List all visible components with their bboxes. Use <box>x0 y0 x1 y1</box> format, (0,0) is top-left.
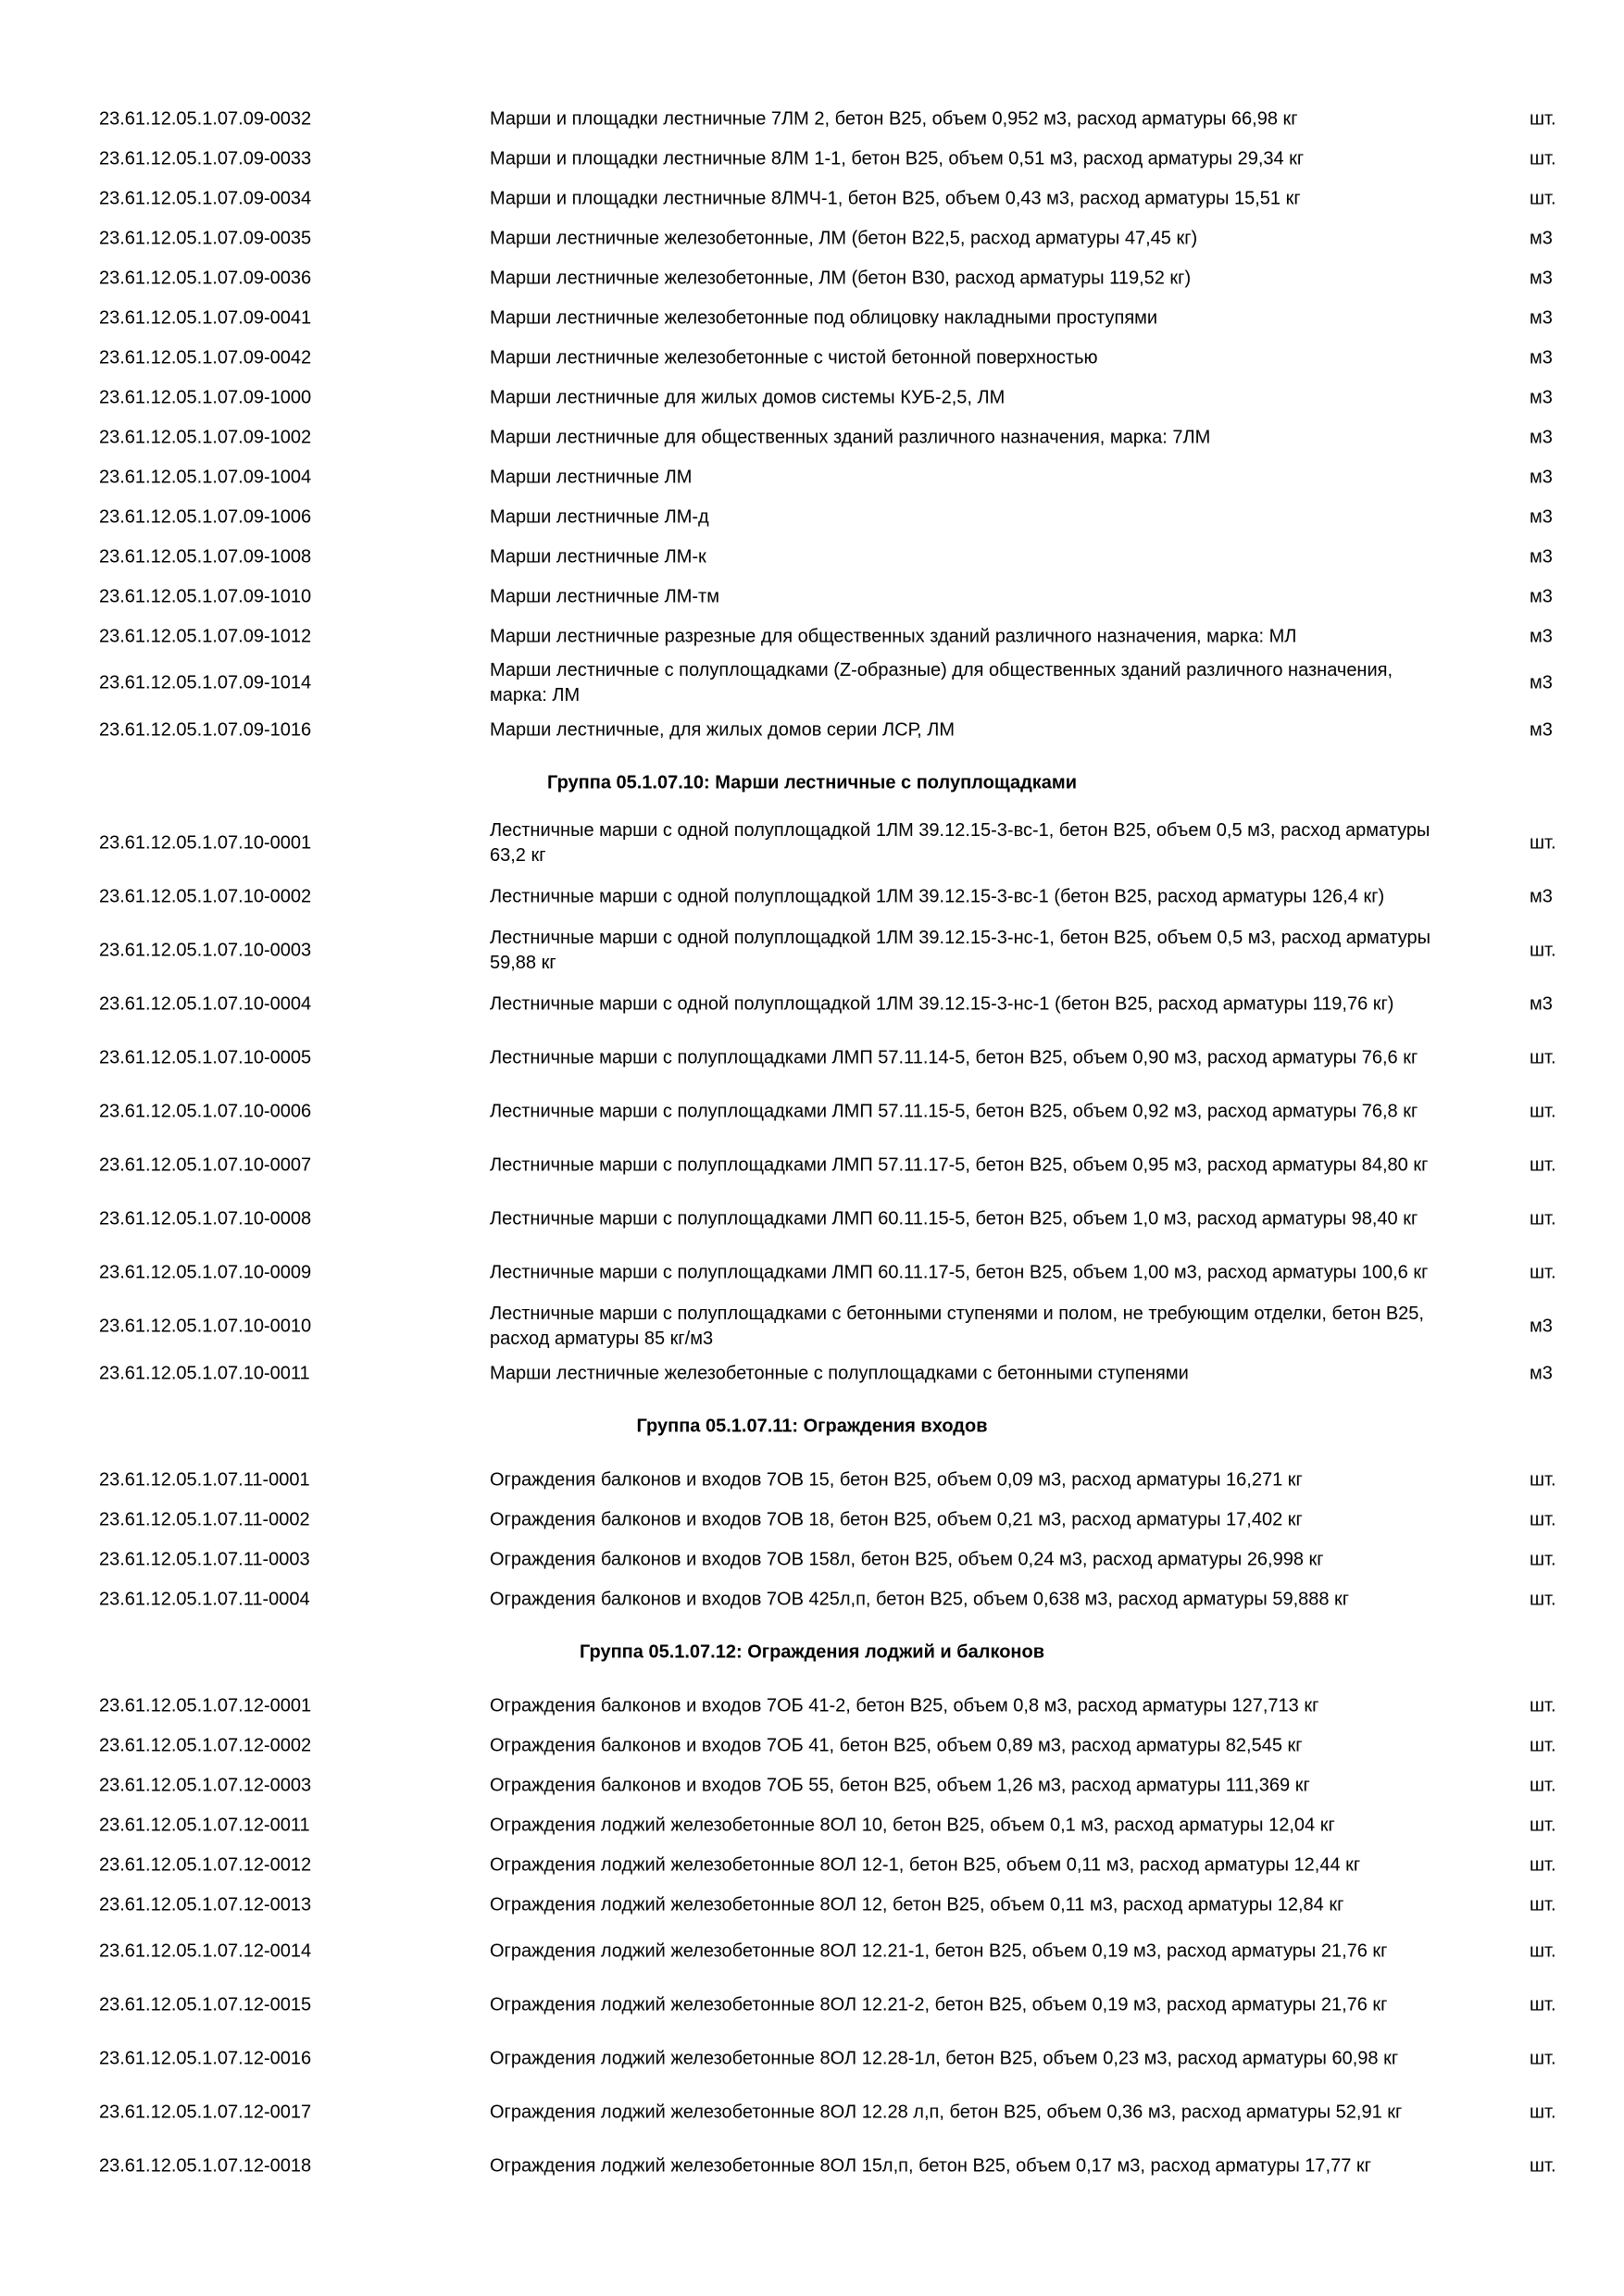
item-code: 23.61.12.05.1.07.09-0032 <box>99 108 312 129</box>
item-code: 23.61.12.05.1.07.12-0018 <box>99 2155 312 2177</box>
item-description: Ограждения балконов и входов 7ОБ 41-2, бетон В25, объем 0,8 м3, расход арматуры 127,713 кг <box>490 1695 1319 1716</box>
item-description: Ограждения лоджий железобетонные 8ОЛ 12, бетон В25, объем 0,11 м3, расход арматуры 12,84 кг <box>490 1894 1344 1915</box>
price-list-table <box>0 99 1624 2193</box>
item-unit: шт. <box>1530 1994 1556 2015</box>
item-description: Ограждения балконов и входов 7ОБ 41, бетон В25, объем 0,89 м3, расход арматуры 82,545 кг <box>490 1735 1303 1755</box>
table-row <box>0 99 1624 139</box>
item-description: Ограждения лоджий железобетонные 8ОЛ 15л,п, бетон В25, объем 0,17 м3, расход арматуры 17,77 кг <box>490 2155 1371 2177</box>
table-row <box>0 139 1624 179</box>
group-title: Группа 05.1.07.11: Ограждения входов <box>636 1416 988 1437</box>
item-description: Марши лестничные железобетонные с полуплощадками с бетонными ступенями <box>490 1363 1189 1383</box>
item-unit: шт. <box>1530 1549 1556 1569</box>
item-unit: м3 <box>1530 347 1553 368</box>
item-unit: шт. <box>1530 2048 1556 2069</box>
table-row <box>0 1726 1624 1766</box>
item-code: 23.61.12.05.1.07.10-0008 <box>99 1208 312 1229</box>
table-row <box>0 656 1624 710</box>
item-description: Марши лестничные железобетонные, ЛМ (бетон В30, расход арматуры 119,52 кг) <box>490 268 1192 288</box>
item-description: Марши лестничные ЛМ-к <box>490 546 706 567</box>
item-unit: шт. <box>1530 1208 1556 1229</box>
table-row <box>0 1354 1624 1393</box>
table-row <box>0 1300 1624 1354</box>
item-unit: шт. <box>1530 1815 1556 1835</box>
item-description: Марши и площадки лестничные 8ЛМЧ-1, бетон В25, объем 0,43 м3, расход арматуры 15,51 кг <box>490 188 1301 208</box>
item-code: 23.61.12.05.1.07.09-0033 <box>99 148 312 168</box>
item-unit: шт. <box>1530 940 1556 961</box>
table-row <box>0 457 1624 497</box>
item-description: Лестничные марши с полуплощадками с бетонными ступенями и полом, не требующим отделки, бетон В25, расход арматуры 85 кг/м3 <box>490 1304 1424 1349</box>
table-row <box>0 817 1624 870</box>
item-code: 23.61.12.05.1.07.12-0012 <box>99 1854 312 1875</box>
item-description: Ограждения балконов и входов 7ОВ 425л,п, бетон В25, объем 0,638 м3, расход арматуры 59,888 кг <box>490 1589 1350 1609</box>
item-code: 23.61.12.05.1.07.09-0036 <box>99 268 312 288</box>
item-code: 23.61.12.05.1.07.09-1004 <box>99 467 312 487</box>
item-unit: м3 <box>1530 427 1553 447</box>
item-description: Ограждения балконов и входов 7ОВ 158л, бетон В25, объем 0,24 м3, расход арматуры 26,998 кг <box>490 1549 1324 1569</box>
item-unit: шт. <box>1530 1695 1556 1716</box>
item-code: 23.61.12.05.1.07.12-0001 <box>99 1695 312 1716</box>
table-row <box>0 179 1624 218</box>
item-description: Лестничные марши с полуплощадками ЛМП 57.11.15-5, бетон В25, объем 0,92 м3, расход арматуры 76,8 кг <box>490 1101 1418 1122</box>
item-description: Лестничные марши с одной полуплощадкой 1ЛМ 39.12.15-3-вс-1 (бетон В25, расход арматуры 126,4 кг) <box>490 886 1385 907</box>
item-unit: шт. <box>1530 1047 1556 1068</box>
item-description: Марши лестничные разрезные для общественных зданий различного назначения, марка: МЛ <box>490 626 1297 646</box>
table-row <box>0 1579 1624 1619</box>
item-description: Ограждения лоджий железобетонные 8ОЛ 12.28 л,п, бетон В25, объем 0,36 м3, расход арматуры 52,91 кг <box>490 2102 1403 2123</box>
item-unit: м3 <box>1530 228 1553 248</box>
item-description: Лестничные марши с одной полуплощадкой 1ЛМ 39.12.15-3-нс-1, бетон В25, объем 0,5 м3, расход арматуры 59,88 кг <box>490 928 1431 973</box>
item-unit: шт. <box>1530 1940 1556 1962</box>
table-row <box>0 1085 1624 1139</box>
item-unit: м3 <box>1530 586 1553 606</box>
table-row <box>0 1885 1624 1925</box>
item-code: 23.61.12.05.1.07.10-0011 <box>99 1363 310 1383</box>
item-unit: м3 <box>1530 626 1553 646</box>
item-description: Ограждения лоджий железобетонные 8ОЛ 10, бетон В25, объем 0,1 м3, расход арматуры 12,04 кг <box>490 1815 1335 1835</box>
table-row <box>0 378 1624 418</box>
item-code: 23.61.12.05.1.07.09-1016 <box>99 719 312 740</box>
item-code: 23.61.12.05.1.07.10-0003 <box>99 940 312 961</box>
item-unit: м3 <box>1530 1316 1553 1337</box>
item-unit: шт. <box>1530 1589 1556 1609</box>
item-description: Марши лестничные железобетонные под облицовку накладными проступями <box>490 307 1158 328</box>
table-row <box>0 537 1624 577</box>
table-row <box>0 1500 1624 1540</box>
table-row <box>0 710 1624 750</box>
item-code: 23.61.12.05.1.07.09-1000 <box>99 387 312 407</box>
item-unit: м3 <box>1530 387 1553 407</box>
item-code: 23.61.12.05.1.07.09-0034 <box>99 188 312 208</box>
table-row <box>0 577 1624 617</box>
item-code: 23.61.12.05.1.07.10-0006 <box>99 1101 312 1122</box>
table-row <box>0 870 1624 924</box>
item-description: Марши лестничные ЛМ-тм <box>490 586 719 606</box>
table-row <box>0 617 1624 656</box>
table-row <box>0 1978 1624 2032</box>
item-unit: шт. <box>1530 188 1556 208</box>
item-unit: шт. <box>1530 832 1556 854</box>
group-title: Группа 05.1.07.12: Ограждения лоджий и балконов <box>579 1641 1045 1663</box>
item-description: Марши лестничные ЛМ-д <box>490 506 709 527</box>
item-code: 23.61.12.05.1.07.12-0016 <box>99 2048 312 2069</box>
item-code: 23.61.12.05.1.07.09-0041 <box>99 307 312 328</box>
item-description: Ограждения лоджий железобетонные 8ОЛ 12.21-1, бетон В25, объем 0,19 м3, расход арматуры 21,76 кг <box>490 1940 1388 1962</box>
item-description: Ограждения балконов и входов 7ОВ 15, бетон В25, объем 0,09 м3, расход арматуры 16,271 кг <box>490 1469 1303 1490</box>
item-description: Марши лестничные железобетонные, ЛМ (бетон В22,5, расход арматуры 47,45 кг) <box>490 228 1198 248</box>
table-row <box>0 258 1624 298</box>
item-unit: м3 <box>1530 506 1553 527</box>
item-unit: шт. <box>1530 1469 1556 1490</box>
item-description: Лестничные марши с полуплощадками ЛМП 60.11.15-5, бетон В25, объем 1,0 м3, расход арматуры 98,40 кг <box>490 1208 1418 1229</box>
item-code: 23.61.12.05.1.07.12-0003 <box>99 1775 312 1795</box>
table-row <box>0 338 1624 378</box>
item-code: 23.61.12.05.1.07.11-0003 <box>99 1549 310 1569</box>
table-row <box>0 1925 1624 1978</box>
item-code: 23.61.12.05.1.07.11-0002 <box>99 1509 310 1529</box>
item-code: 23.61.12.05.1.07.12-0014 <box>99 1940 312 1962</box>
item-code: 23.61.12.05.1.07.09-1008 <box>99 546 312 567</box>
item-unit: шт. <box>1530 2155 1556 2177</box>
table-row <box>0 497 1624 537</box>
item-code: 23.61.12.05.1.07.10-0009 <box>99 1262 312 1283</box>
table-row <box>0 1031 1624 1085</box>
item-unit: м3 <box>1530 546 1553 567</box>
table-row <box>0 1192 1624 1246</box>
item-unit: шт. <box>1530 1854 1556 1875</box>
item-description: Лестничные марши с одной полуплощадкой 1ЛМ 39.12.15-3-вс-1, бетон В25, объем 0,5 м3, расход арматуры 63,2 кг <box>490 820 1430 866</box>
item-code: 23.61.12.05.1.07.09-1012 <box>99 626 312 646</box>
item-code: 23.61.12.05.1.07.12-0017 <box>99 2102 312 2123</box>
item-code: 23.61.12.05.1.07.10-0007 <box>99 1154 312 1176</box>
item-code: 23.61.12.05.1.07.11-0001 <box>99 1469 310 1490</box>
item-unit: шт. <box>1530 2102 1556 2123</box>
item-code: 23.61.12.05.1.07.09-1014 <box>99 672 312 693</box>
item-description: Лестничные марши с полуплощадками ЛМП 60.11.17-5, бетон В25, объем 1,00 м3, расход арматуры 100,6 кг <box>490 1262 1429 1283</box>
item-unit: шт. <box>1530 1775 1556 1795</box>
item-description: Ограждения лоджий железобетонные 8ОЛ 12-1, бетон В25, объем 0,11 м3, расход арматуры 12,44 кг <box>490 1854 1361 1875</box>
item-unit: шт. <box>1530 1735 1556 1755</box>
item-description: Марши лестничные для жилых домов системы КУБ-2,5, ЛМ <box>490 387 1006 407</box>
table-row <box>0 2032 1624 2086</box>
table-row <box>0 2140 1624 2193</box>
item-code: 23.61.12.05.1.07.10-0001 <box>99 832 312 854</box>
item-unit: м3 <box>1530 467 1553 487</box>
item-code: 23.61.12.05.1.07.09-0035 <box>99 228 312 248</box>
item-code: 23.61.12.05.1.07.09-1010 <box>99 586 312 606</box>
table-row <box>0 1766 1624 1805</box>
item-code: 23.61.12.05.1.07.12-0013 <box>99 1894 312 1915</box>
item-description: Марши лестничные, для жилых домов серии ЛСР, ЛМ <box>490 719 956 740</box>
item-description: Марши и площадки лестничные 7ЛМ 2, бетон В25, объем 0,952 м3, расход арматуры 66,98 кг <box>490 108 1298 129</box>
table-row <box>0 1805 1624 1845</box>
item-code: 23.61.12.05.1.07.12-0015 <box>99 1994 312 2015</box>
item-description: Марши лестничные для общественных зданий различного назначения, марка: 7ЛМ <box>490 427 1211 447</box>
table-row <box>0 2086 1624 2140</box>
item-description: Ограждения балконов и входов 7ОВ 18, бетон В25, объем 0,21 м3, расход арматуры 17,402 кг <box>490 1509 1303 1529</box>
item-unit: м3 <box>1530 672 1553 693</box>
table-row <box>0 1139 1624 1192</box>
item-unit: шт. <box>1530 1894 1556 1915</box>
table-row <box>0 978 1624 1031</box>
item-code: 23.61.12.05.1.07.09-0042 <box>99 347 312 368</box>
item-unit: шт. <box>1530 1154 1556 1176</box>
table-row <box>0 924 1624 978</box>
item-description: Марши и площадки лестничные 8ЛМ 1-1, бетон В25, объем 0,51 м3, расход арматуры 29,34 кг <box>490 148 1305 168</box>
item-code: 23.61.12.05.1.07.09-1002 <box>99 427 312 447</box>
group-header <box>0 1619 1624 1686</box>
item-code: 23.61.12.05.1.07.11-0004 <box>99 1589 310 1609</box>
item-description: Марши лестничные с полуплощадками (Z-образные) для общественных зданий различного назначения, марка: ЛМ <box>490 660 1393 705</box>
group-header <box>0 750 1624 817</box>
item-unit: м3 <box>1530 719 1553 740</box>
item-description: Марши лестничные ЛМ <box>490 467 693 487</box>
group-header <box>0 1393 1624 1460</box>
table-row <box>0 298 1624 338</box>
table-row <box>0 418 1624 457</box>
item-unit: м3 <box>1530 1363 1553 1383</box>
item-unit: м3 <box>1530 307 1553 328</box>
item-unit: шт. <box>1530 1101 1556 1122</box>
item-code: 23.61.12.05.1.07.10-0005 <box>99 1047 312 1068</box>
item-description: Марши лестничные железобетонные с чистой бетонной поверхностью <box>490 347 1098 368</box>
item-unit: м3 <box>1530 993 1553 1015</box>
item-code: 23.61.12.05.1.07.10-0002 <box>99 886 312 907</box>
item-code: 23.61.12.05.1.07.12-0002 <box>99 1735 312 1755</box>
item-description: Лестничные марши с полуплощадками ЛМП 57.11.14-5, бетон В25, объем 0,90 м3, расход арматуры 76,6 кг <box>490 1047 1418 1068</box>
item-unit: м3 <box>1530 886 1553 907</box>
table-row <box>0 1845 1624 1885</box>
item-description: Ограждения лоджий железобетонные 8ОЛ 12.21-2, бетон В25, объем 0,19 м3, расход арматуры 21,76 кг <box>490 1994 1388 2015</box>
group-title: Группа 05.1.07.10: Марши лестничные с полуплощадками <box>547 772 1077 793</box>
item-description: Ограждения лоджий железобетонные 8ОЛ 12.28-1л, бетон В25, объем 0,23 м3, расход арматуры 60,98 кг <box>490 2048 1399 2069</box>
item-code: 23.61.12.05.1.07.10-0010 <box>99 1316 312 1337</box>
table-row <box>0 1246 1624 1300</box>
item-description: Лестничные марши с полуплощадками ЛМП 57.11.17-5, бетон В25, объем 0,95 м3, расход арматуры 84,80 кг <box>490 1154 1429 1176</box>
table-row <box>0 218 1624 258</box>
table-row <box>0 1686 1624 1726</box>
item-unit: шт. <box>1530 108 1556 129</box>
item-code: 23.61.12.05.1.07.10-0004 <box>99 993 312 1015</box>
item-unit: м3 <box>1530 268 1553 288</box>
item-description: Ограждения балконов и входов 7ОБ 55, бетон В25, объем 1,26 м3, расход арматуры 111,369 кг <box>490 1775 1310 1795</box>
item-unit: шт. <box>1530 1509 1556 1529</box>
item-description: Лестничные марши с одной полуплощадкой 1ЛМ 39.12.15-3-нс-1 (бетон В25, расход арматуры 119,76 кг) <box>490 993 1394 1015</box>
table-row <box>0 1540 1624 1579</box>
item-code: 23.61.12.05.1.07.09-1006 <box>99 506 312 527</box>
item-code: 23.61.12.05.1.07.12-0011 <box>99 1815 310 1835</box>
item-unit: шт. <box>1530 1262 1556 1283</box>
item-unit: шт. <box>1530 148 1556 168</box>
table-row <box>0 1460 1624 1500</box>
